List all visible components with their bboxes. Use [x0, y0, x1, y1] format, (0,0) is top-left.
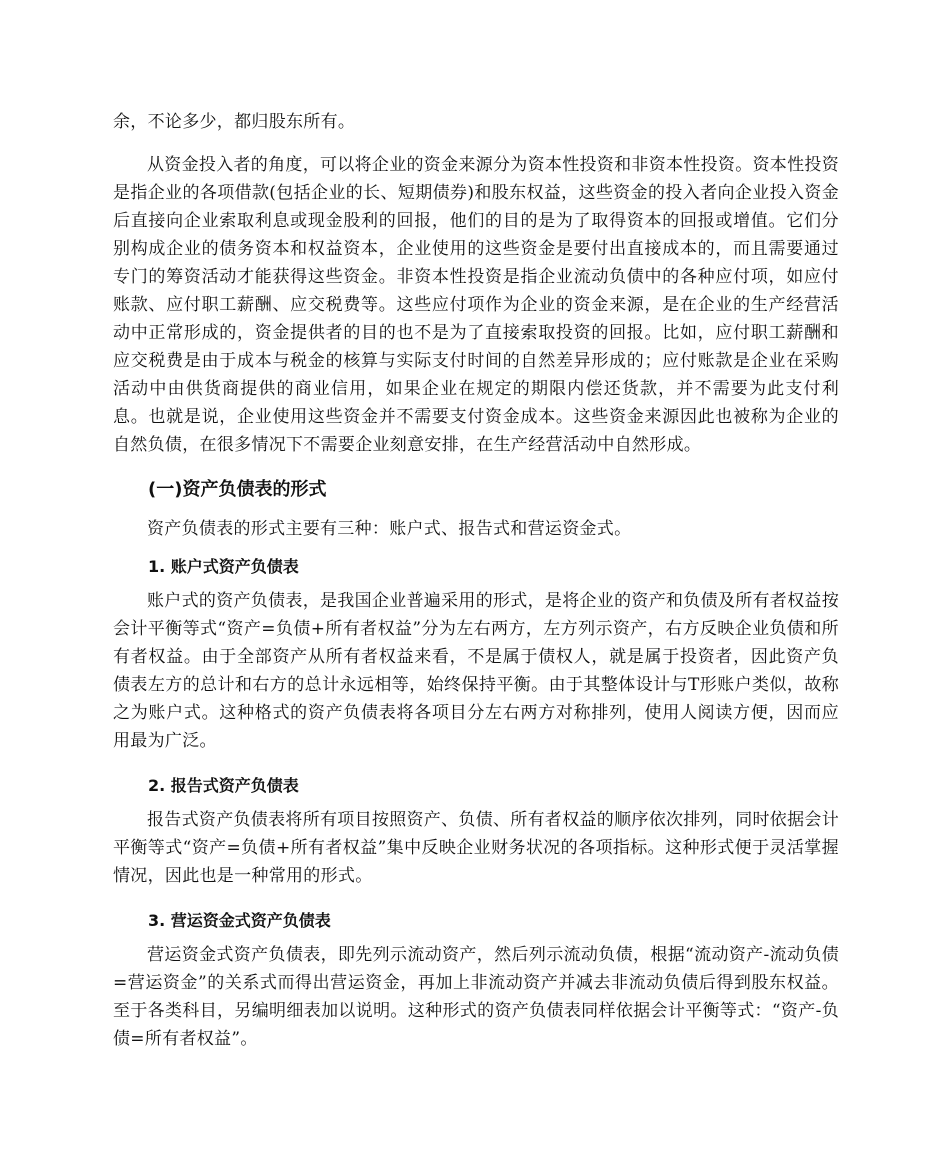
account-form-heading: 1. 账户式资产负债表: [148, 557, 299, 576]
report-form-heading: 2. 报告式资产负债表: [148, 776, 299, 795]
continuation-paragraph: 余，不论多少，都归股东所有。: [113, 112, 356, 132]
forms-intro-paragraph: 资产负债表的形式主要有三种：账户式、报告式和营运资金式。: [147, 519, 632, 539]
working-capital-heading: 3. 营运资金式资产负债表: [148, 911, 331, 930]
account-form-paragraph: 账户式的资产负债表，是我国企业普遍采用的形式，是将企业的资产和负债及所有者权益按会计平衡等式“资产=负债+所有者权益”分为左右两方，左方列示资产，右方反映企业负债和所有者权益。由于全部资产从所有者权益来看，不是属于债权人，就是属于投资者，因此资产负债表左方的总计和右方的总计永远相等，始终保持平衡。由于其整体设计与T形账户类似，故称之为账户式。这种格式的资产负债表将各项目分左右两方对称排列，使用人阅读方便，因而应用最为广泛。: [113, 591, 839, 751]
document-content: [113, 108, 839, 1053]
investment-paragraph: 从资金投入者的角度，可以将企业的资金来源分为资本性投资和非资本性投资。资本性投资是指企业的各项借款(包括企业的长、短期债券)和股东权益，这些资金的投入者向企业投入资金后直接向企业索取利息或现金股利的回报，他们的目的是为了取得资本的回报或增值。它们分别构成企业的债务资本和权益资本，企业使用的这些资金是要付出直接成本的，而且需要通过专门的筹资活动才能获得这些资金。非资本性投资是指企业流动负债中的各种应付项，如应付账款、应付职工薪酬、应交税费等。这些应付项作为企业的资金来源，是在企业的生产经营活动中正常形成的，资金提供者的目的也不是为了直接索取投资的回报。比如，应付职工薪酬和应交税费是由于成本与税金的核算与实际支付时间的自然差异形成的；应付账款是企业在采购活动中由供货商提供的商业信用，如果企业在规定的期限内偿还货款，并不需要为此支付利息。也就是说，企业使用这些资金并不需要支付资金成本。这些资金来源因此也被称为企业的自然负债，在很多情况下不需要企业刻意安排，在生产经营活动中自然形成。: [113, 155, 839, 455]
section-heading: (一)资产负债表的形式: [148, 479, 327, 500]
working-capital-paragraph: 营运资金式资产负债表，即先列示流动资产，然后列示流动负债，根据“流动资产-流动负债=营运资金”的关系式而得出营运资金，再加上非流动资产并减去非流动负债后得到股东权益。至于各类科目，另编明细表加以说明。这种形式的资产负债表同样依据会计平衡等式：“资产-负债=所有者权益”。: [113, 945, 839, 1049]
report-form-paragraph: 报告式资产负债表将所有项目按照资产、负债、所有者权益的顺序依次排列，同时依据会计平衡等式“资产=负债+所有者权益”集中反映企业财务状况的各项指标。这种形式便于灵活掌握情况，因此也是一种常用的形式。: [113, 810, 839, 886]
